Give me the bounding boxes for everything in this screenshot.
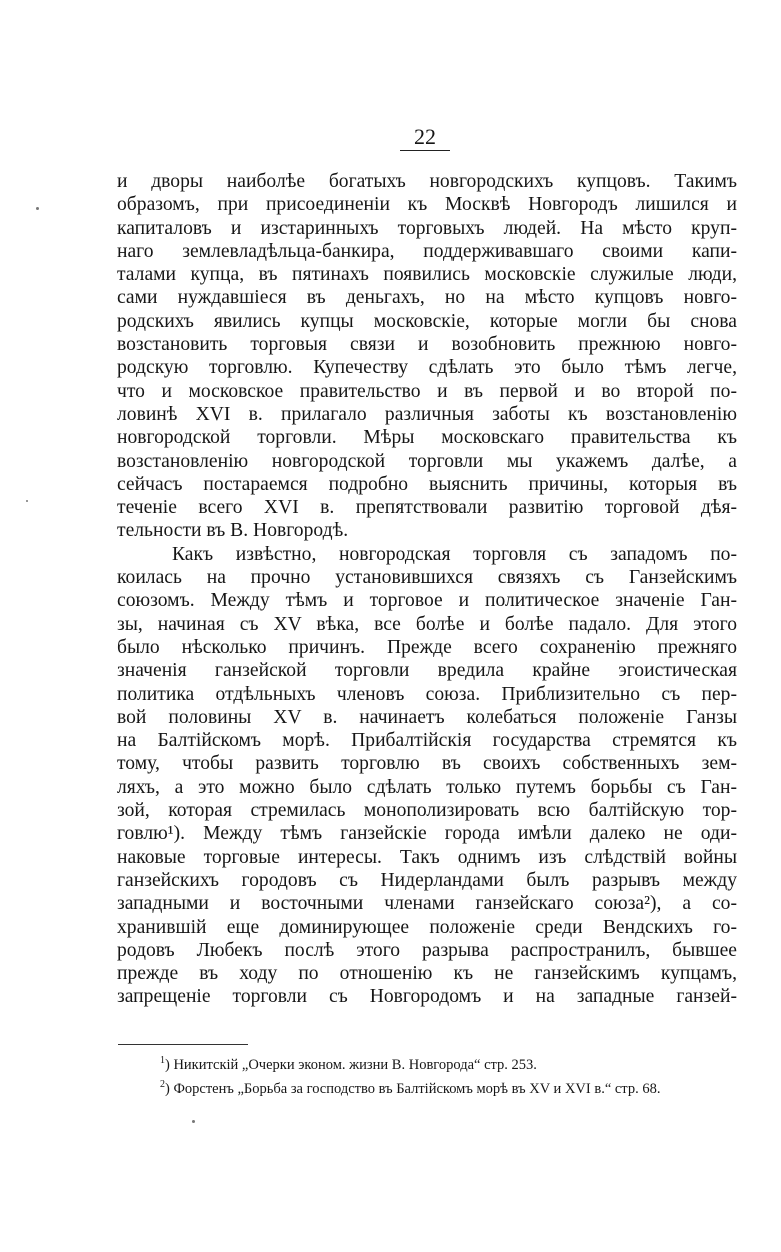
text-line: союзомъ. Между тѣмъ и торговое и политическое значеніе Ган- — [117, 590, 737, 612]
body-text — [117, 170, 737, 1009]
text-line: возстановленію новгородской торговли мы укажемъ далѣе, а — [117, 450, 737, 472]
text-line: возстановить торговыя связи и возобновить прежнюю новго- — [117, 334, 737, 356]
text-line: сейчасъ постараемся подробно выяснить причины, которыя въ — [117, 473, 737, 495]
text-line: ловинѣ XVI в. прилагало различныя заботы къ возстановленію — [117, 403, 737, 425]
page-number: 22 — [414, 124, 436, 149]
text-line: родскихъ явились купцы московскіе, которые могли бы снова — [117, 310, 737, 332]
text-line: было нѣсколько причинъ. Прежде всего сохраненію прежняго — [117, 636, 737, 658]
footnote-text: ) Никитскій „Очерки эконом. жизни В. Новгорода“ стр. 253. — [165, 1057, 537, 1073]
text-line: говлю¹). Между тѣмъ ганзейскіе города имѣли далеко не оди- — [117, 823, 737, 845]
text-line: запрещеніе торговли съ Новгородомъ и на западные ганзей- — [117, 986, 737, 1008]
text-line: ганзейскихъ городовъ съ Нидерландами былъ разрывъ между — [117, 869, 737, 891]
text-line: значенія ганзейской торговли вредила крайне эгоистическая — [117, 660, 737, 682]
text-line: родовъ Любекъ послѣ этого разрыва распространилъ, бывшее — [117, 939, 737, 961]
footnote-text: ) Форстенъ „Борьба за господство въ Балтійскомъ морѣ въ XV и XVI в.“ стр. 68. — [165, 1081, 661, 1097]
text-line: теченіе всего XVI в. препятствовали развитію торговой дѣя- — [117, 497, 737, 519]
text-line: на Балтійскомъ морѣ. Прибалтійскія государства стремятся къ — [117, 730, 737, 752]
text-line: родскую торговлю. Купечеству сдѣлать это было тѣмъ легче, — [117, 357, 737, 379]
text-line: сами нуждавшіеся въ деньгахъ, но на мѣсто купцовъ новго- — [117, 287, 737, 309]
text-line: ляхъ, а это можно было сдѣлать только путемъ борьбы съ Ган- — [117, 776, 737, 798]
text-line: наго землевладѣльца-банкира, поддерживавшаго своими капи- — [117, 240, 737, 262]
text-line: наковые торговые интересы. Такъ однимъ изъ слѣдствій войны — [117, 846, 737, 868]
text-line: что и московское правительство и въ первой и во второй по- — [117, 380, 737, 402]
text-line: политика отдѣльныхъ членовъ союза. Приблизительно съ пер- — [117, 683, 737, 705]
scan-speck — [26, 500, 28, 502]
text-line: западными и восточными членами ганзейскаго союза²), а со- — [117, 893, 737, 915]
text-line: образомъ, при присоединеніи къ Москвѣ Новгородъ лишился и — [117, 194, 737, 216]
footnote-separator — [118, 1044, 248, 1045]
scan-speck — [36, 207, 39, 210]
text-line: зой, которая стремилась монополизировать всю балтійскую тор- — [117, 800, 737, 822]
text-line: талами купца, въ пятинахъ появились московскіе служилые люди, — [117, 264, 737, 286]
text-line: хранившій еще доминирующее положеніе среди Вендскихъ го- — [117, 916, 737, 938]
page-number-underline — [400, 150, 450, 151]
footnote-1 — [160, 1053, 730, 1077]
text-line: зы, начиная съ XV вѣка, все болѣе и болѣе падало. Для этого — [117, 613, 737, 635]
footnote-mark: 1 — [160, 1055, 165, 1067]
text-line: новгородской торговли. Мѣры московскаго правительства къ — [117, 427, 737, 449]
text-line: Какъ извѣстно, новгородская торговля съ западомъ по- — [172, 543, 737, 565]
text-line: тому, чтобы развить торговлю въ своихъ собственныхъ зем- — [117, 753, 737, 775]
text-line: тельности въ В. Новгородѣ. — [117, 520, 349, 542]
footnotes — [160, 1053, 730, 1101]
footnote-mark: 2 — [160, 1079, 165, 1091]
text-line: вой половины XV в. начинаетъ колебаться положеніе Ганзы — [117, 706, 737, 728]
footnote-2 — [160, 1077, 730, 1101]
text-line: коилась на прочно установившихся связяхъ съ Ганзейскимъ — [117, 567, 737, 589]
scan-speck — [192, 1120, 195, 1123]
text-line: прежде въ ходу по отношенію къ не ганзейскимъ купцамъ, — [117, 963, 737, 985]
text-line: и дворы наиболѣе богатыхъ новгородскихъ купцовъ. Такимъ — [117, 171, 737, 192]
text-line: капиталовъ и изстаринныхъ торговыхъ людей. На мѣсто круп- — [117, 217, 737, 239]
